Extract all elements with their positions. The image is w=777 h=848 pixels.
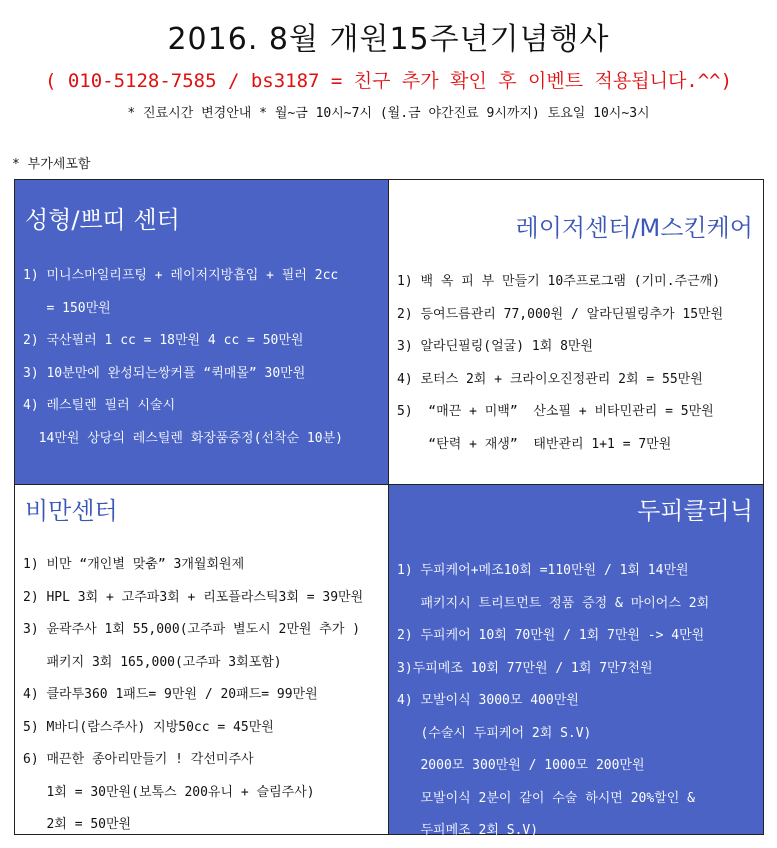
list-item: 4) 로터스 2회 + 크라이오진정관리 2회 = 55만원	[397, 371, 703, 387]
list-item: 3) 윤곽주사 1회 55,000(고주파 별도시 2만원 추가 )	[23, 622, 361, 637]
list-item: = 150만원	[23, 300, 111, 316]
list-item: 1) 미니스마일리프팅 + 레이저지방흡입 + 필러 2cc	[23, 268, 339, 283]
list-item: 5) “매끈 + 미백” 산소필 + 비타민관리 = 5만원	[397, 404, 714, 419]
vat-note: * 부가세포함	[12, 157, 91, 172]
panel-lines	[23, 549, 384, 842]
hours-notice: * 진료시간 변경안내 * 월~금 10시~7시 (월.금 야간진료 9시까지) 토요일 10시~3시	[127, 106, 650, 121]
panel-plastic-surgery	[15, 180, 389, 485]
list-item: 1) 비만 “개인별 맞춤” 3개월회원제	[23, 557, 245, 572]
list-item: 2회 = 50만원	[23, 817, 132, 832]
panel-obesity	[15, 485, 389, 834]
promo-line: ( 010-5128-7585 / bs3187 = 친구 추가 확인 후 이벤트 적용됩니다.^^)	[44, 70, 733, 92]
panel-title: 두피클리닉	[637, 497, 753, 525]
list-item: 1) 두피케어+메조10회 =110만원 / 1회 14만원	[397, 563, 689, 578]
panel-title: 비만센터	[25, 497, 118, 525]
list-item: (수술시 두피케어 2회 S.V)	[397, 725, 592, 741]
panel-title: 성형/쁘띠 센터	[25, 206, 180, 234]
list-item: 2) 등여드름관리 77,000원 / 알라딘필링추가 15만원	[397, 306, 724, 322]
list-item: 4) 모발이식 3000모 400만원	[397, 693, 579, 708]
event-grid	[14, 179, 764, 838]
panel-lines	[397, 266, 759, 461]
list-item: 4) 클라투360 1패드= 9만원 / 20패드= 99만원	[23, 687, 318, 702]
list-item: “탄력 + 재생” 태반관리 1+1 = 7만원	[397, 436, 672, 452]
list-item: 3) 알라딘필링(얼굴) 1회 8만원	[397, 339, 594, 354]
list-item: 2) HPL 3회 + 고주파3회 + 리포플라스틱3회 = 39만원	[23, 589, 364, 605]
list-item: 2) 두피케어 10회 70만원 / 1회 7만원 -> 4만원	[397, 628, 705, 643]
page-title: 2016. 8월 개원15주년기념행사	[167, 22, 610, 57]
list-item: 패키지시 트리트먼트 정품 증정 & 마이어스 2회	[397, 595, 710, 611]
list-item: 두피메조 2회 S.V)	[397, 823, 539, 838]
list-item: 6) 매끈한 종아리만들기 ! 각선미주사	[23, 752, 254, 767]
list-item: 2) 국산필러 1 cc = 18만원 4 cc = 50만원	[23, 333, 304, 348]
list-item: 1) 백 옥 피 부 만들기 10주프로그램 (기미.주근깨)	[397, 274, 721, 289]
panel-laser-skincare	[389, 180, 763, 485]
list-item: 패키지 3회 165,000(고주파 3회포함)	[23, 654, 282, 670]
panel-lines	[23, 260, 384, 455]
list-item: 3)두피메조 10회 77만원 / 1회 7만7천원	[397, 660, 653, 676]
list-item: 4) 레스틸렌 필러 시술시	[23, 398, 176, 413]
list-item: 3) 10분만에 완성되는쌍커플 “퀵매몰” 30만원	[23, 365, 306, 381]
panel-lines	[397, 555, 759, 848]
panel-scalp-clinic	[389, 485, 763, 838]
list-item: 2000모 300만원 / 1000모 200만원	[397, 758, 645, 773]
list-item: 5) M바디(람스주사) 지방50cc = 45만원	[23, 719, 274, 735]
list-item: 1회 = 30만원(보톡스 200유니 + 슬림주사)	[23, 784, 315, 800]
panel-title: 레이저센터/M스킨케어	[515, 214, 753, 242]
list-item: 14만원 상당의 레스틸렌 화장품증정(선착순 10분)	[23, 430, 343, 446]
list-item: 모발이식 2분이 같이 수술 하시면 20%할인 &	[397, 790, 695, 806]
